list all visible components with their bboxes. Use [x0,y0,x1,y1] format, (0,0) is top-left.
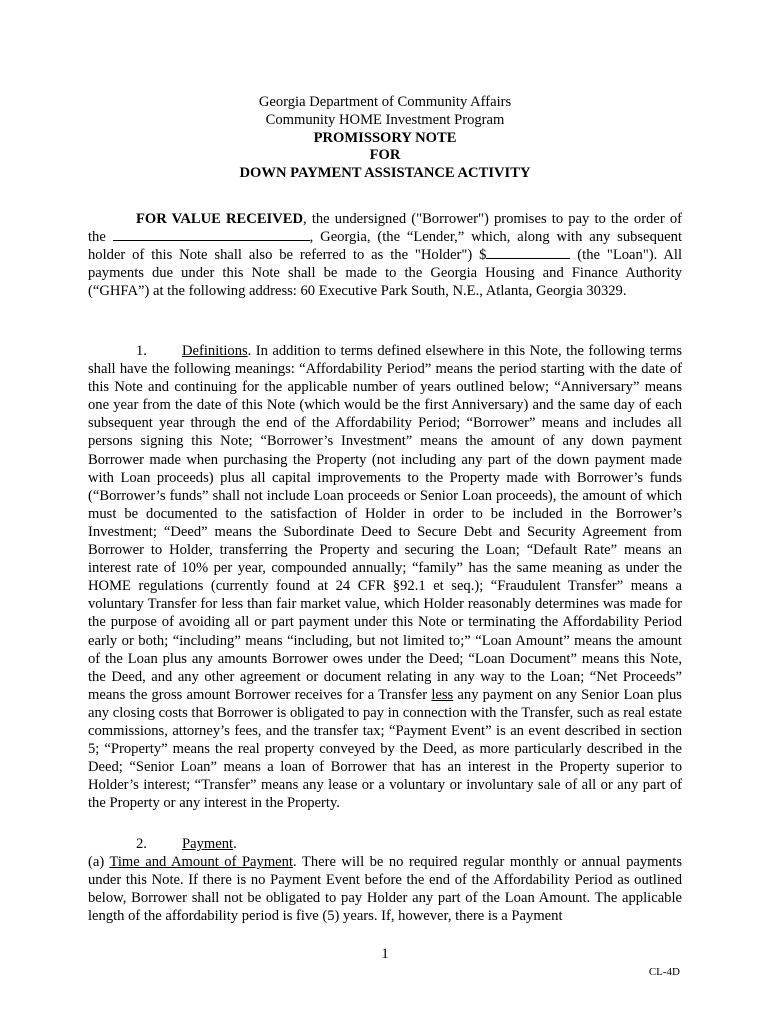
document-subtitle: DOWN PAYMENT ASSISTANCE ACTIVITY [239,165,531,182]
section-2a-label: (a) [88,854,110,871]
section-1-text-1: . In addition to terms defined elsewhere in this Note, the following terms shall have the following meanings: “Affordability Period” means the period starting with the date of this Note and continuing for the applicable number of years outlined below; “Anniversary” means one year from the date of this Note (which would be the first Anniversary) and the same day of each subsequent year through the end of the Affordability Period; “Borrower” means and includes all persons signing this Note; “Borrower’s Investment” means the amount of any down payment Borrower made when purchasing the Property (not including any part of the down payment made with Loan proceeds) plus all capital improvements to the Property made with Borrower’s funds (“Borrower’s funds” shall not include Loan proceeds or Senior Loan proceeds), the amount of which must be documented to the satisfaction of Holder in order to be included in the Borrower’s Investment; “Deed” means the Subordinate Deed to Secure Debt and Security Agreement from Borrower to Holder, transferring the Property and securing the Loan; “Default Rate” means an interest rate of 10% per year, compounded annually; “family” has the same meaning as under the HOME regulations (currently found at 24 CFR §92.1 et seq.); “Fraudulent Transfer” means a voluntary Transfer for less than fair market value, which Holder reasonably determines was made for the purpose of avoiding all or part payment under this Note or terminating the Affordability Period early or both; “including” means “including, but not limited to;” “Loan Amount” means the amount of the Loan plus any amounts Borrower owes under the Deed; “Loan Document” means this Note, the Deed, and any other agreement or document relating in any way to the Loan; “Net Proceeds” means the gross amount Borrower receives for a Transfer [88,343,682,703]
section-2-payment [88,835,682,925]
intro-text-2: , Georgia, (the “Lender,” which, along with any subsequent holder of this Note shall also be referred to as the "Holder") $ [88,229,683,264]
document-title: PROMISSORY NOTE [313,129,457,146]
section-2-title-line [88,835,682,853]
page-number: 1 [381,946,389,962]
section-1-text-2: any payment on any Senior Loan plus any closing costs that Borrower is obligated to pay in connection with the Transfer, such as real estate commissions, attorney’s fees, and the transfer tax; “Payment Event” is an event described in section 5; “Property” means the real property conveyed by the Deed, as more particularly described in the Deed; “Senior Loan” means a loan of Borrower that has an interest in the Property superior to Holder’s interest; “Transfer” means any lease or a voluntary or involuntary sale of all or any part of the Property or any interest in the Property. [88,686,682,812]
document-header [0,94,770,183]
form-id: CL-4D [648,966,680,978]
section-2-number: 2. [136,836,147,852]
section-1-number: 1. [136,343,147,359]
intro-text-1: , the undersigned ("Borrower") promises to pay to the order of the [88,211,682,246]
section-1-heading: Definitions [182,343,248,359]
section-2-heading-end: . [233,836,237,852]
loan-amount-blank[interactable] [486,246,570,259]
section-2-heading: Payment [182,836,234,852]
intro-paragraph [88,210,682,300]
section-2a-text: . There will be no required regular monthly or annual payments under this Note. If there is no Payment Event before the end of the Affordability Period as outlined below, Borrower shall not be obligated to pay Holder any part of the Loan Amount. The applicable length of the affordability period is five (5) years. If, however, there is a Payment [88,854,683,925]
intro-text-3: (the "Loan"). All payments due under this Note shall be made to the Georgia Housing and Finance Authority (“GHFA”) at the following address: 60 Executive Park South, N.E., Atlanta, Georgia 30329. [88,247,683,300]
document-title-for: FOR [369,147,401,164]
intro-lead: FOR VALUE RECEIVED [136,211,304,227]
agency-name: Georgia Department of Community Affairs [258,94,512,110]
section-2a-heading: Time and Amount of Payment [109,854,294,871]
program-name: Community HOME Investment Program [265,111,505,128]
section-1-definitions [88,342,682,812]
section-2a-paragraph [88,853,682,925]
lender-name-blank[interactable] [113,228,310,241]
section-1-less: less [431,686,454,703]
